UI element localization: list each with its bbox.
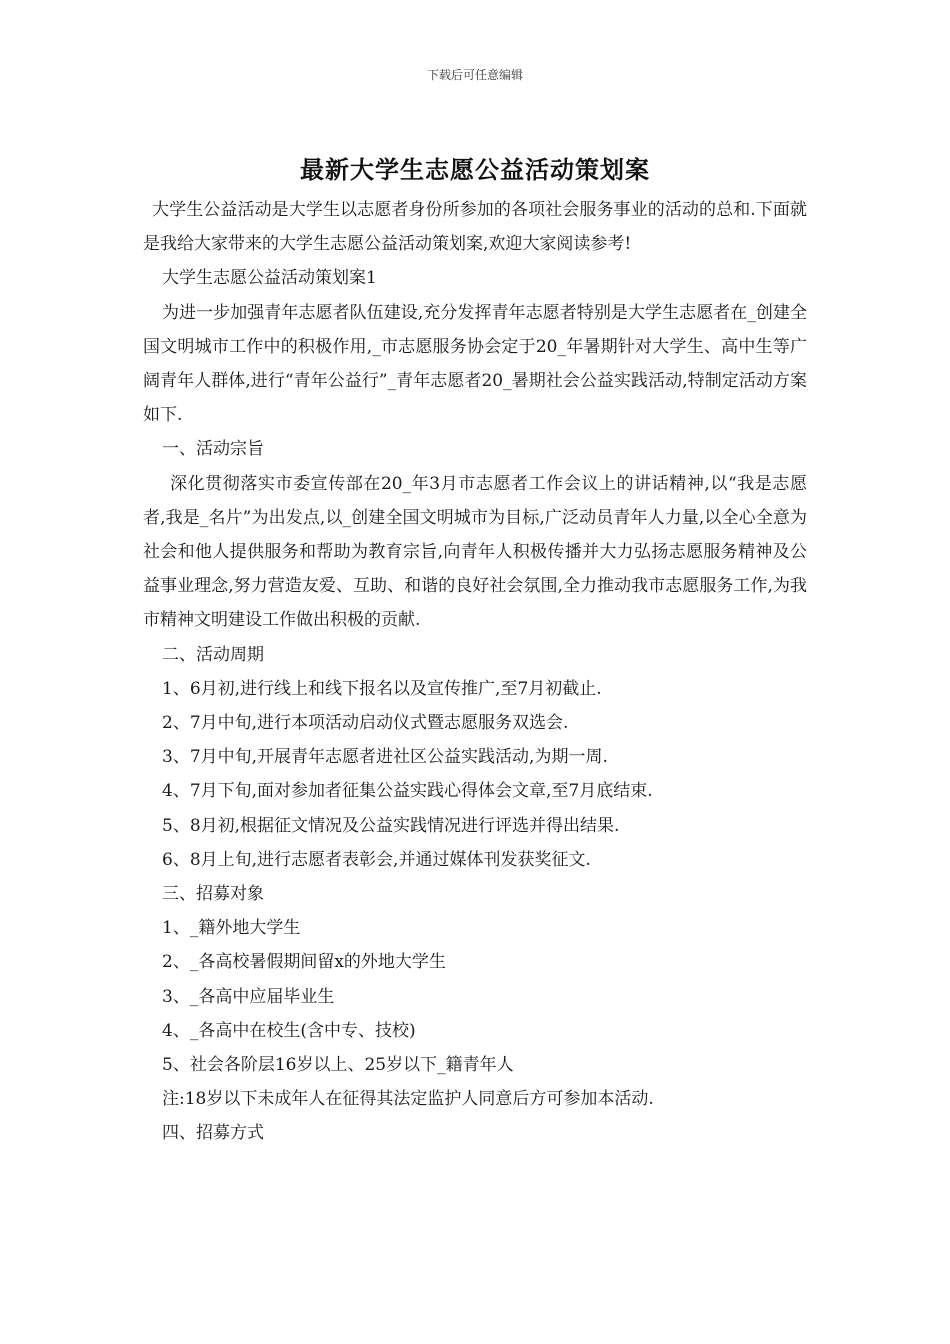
target-item: 1、_籍外地大学生 bbox=[162, 918, 301, 939]
section-heading-recruitment-method: 四、招募方式 bbox=[162, 1123, 264, 1144]
section-heading-recruitment-target: 三、招募对象 bbox=[162, 884, 264, 905]
target-item: 4、_各高中在校生(含中专、技校) bbox=[162, 1020, 416, 1041]
period-item: 6、8月上旬,进行志愿者表彰会,并通过媒体刊发获奖征文. bbox=[162, 849, 591, 870]
target-item: 2、_各高校暑假期间留x的外地大学生 bbox=[162, 952, 446, 973]
period-item: 4、7月下旬,面对参加者征集公益实践心得体会文章,至7月底结束. bbox=[162, 781, 653, 802]
period-item: 2、7月中旬,进行本项活动启动仪式暨志愿服务双选会. bbox=[162, 713, 569, 734]
section-heading-purpose: 一、活动宗旨 bbox=[162, 439, 264, 460]
period-item: 5、8月初,根据征文情况及公益实践情况进行评选并得出结果. bbox=[162, 815, 620, 836]
target-item: 5、社会各阶层16岁以上、25岁以下_籍青年人 bbox=[162, 1055, 514, 1076]
document-body bbox=[143, 193, 807, 1151]
period-item: 3、7月中旬,开展青年志愿者进社区公益实践活动,为期一周. bbox=[162, 747, 608, 768]
header-note: 下载后可任意编辑 bbox=[426, 68, 523, 82]
plan-intro-paragraph: 为进一步加强青年志愿者队伍建设,充分发挥青年志愿者特别是大学生志愿者在_创建全国文明城市工作中的积极作用,_市志愿服务协会定于20_年暑期针对大学生、高中生等广阔青年人群体,进行“青年公益行”_青年志愿者20_暑期社会公益实践活动,特制定活动方案如下. bbox=[143, 302, 807, 426]
section-heading-period: 二、活动周期 bbox=[162, 644, 264, 665]
target-item: 3、_各高中应届毕业生 bbox=[162, 986, 335, 1007]
plan-subtitle: 大学生志愿公益活动策划案1 bbox=[162, 268, 377, 289]
document-title: 最新大学生志愿公益活动策划案 bbox=[300, 155, 650, 184]
period-item: 1、6月初,进行线上和线下报名以及宣传推广,至7月初截止. bbox=[162, 678, 602, 699]
note-paragraph: 注:18岁以下未成年人在征得其法定监护人同意后方可参加本活动. bbox=[162, 1089, 654, 1110]
purpose-paragraph: 深化贯彻落实市委宣传部在20_年3月市志愿者工作会议上的讲话精神,以“我是志愿者,我是_名片”为出发点,以_创建全国文明城市为目标,广泛动员青年人力量,以全心全意为社会和他人提供服务和帮助为教育宗旨,向青年人积极传播并大力弘扬志愿服务精神及公益事业理念,努力营造友爱、互助、和谐的良好社会氛围,全力推动我市志愿服务工作,为我市精神文明建设工作做出积极的贡献. bbox=[143, 473, 807, 631]
intro-paragraph: 大学生公益活动是大学生以志愿者身份所参加的各项社会服务事业的活动的总和.下面就是我给大家带来的大学生志愿公益活动策划案,欢迎大家阅读参考! bbox=[143, 200, 807, 255]
